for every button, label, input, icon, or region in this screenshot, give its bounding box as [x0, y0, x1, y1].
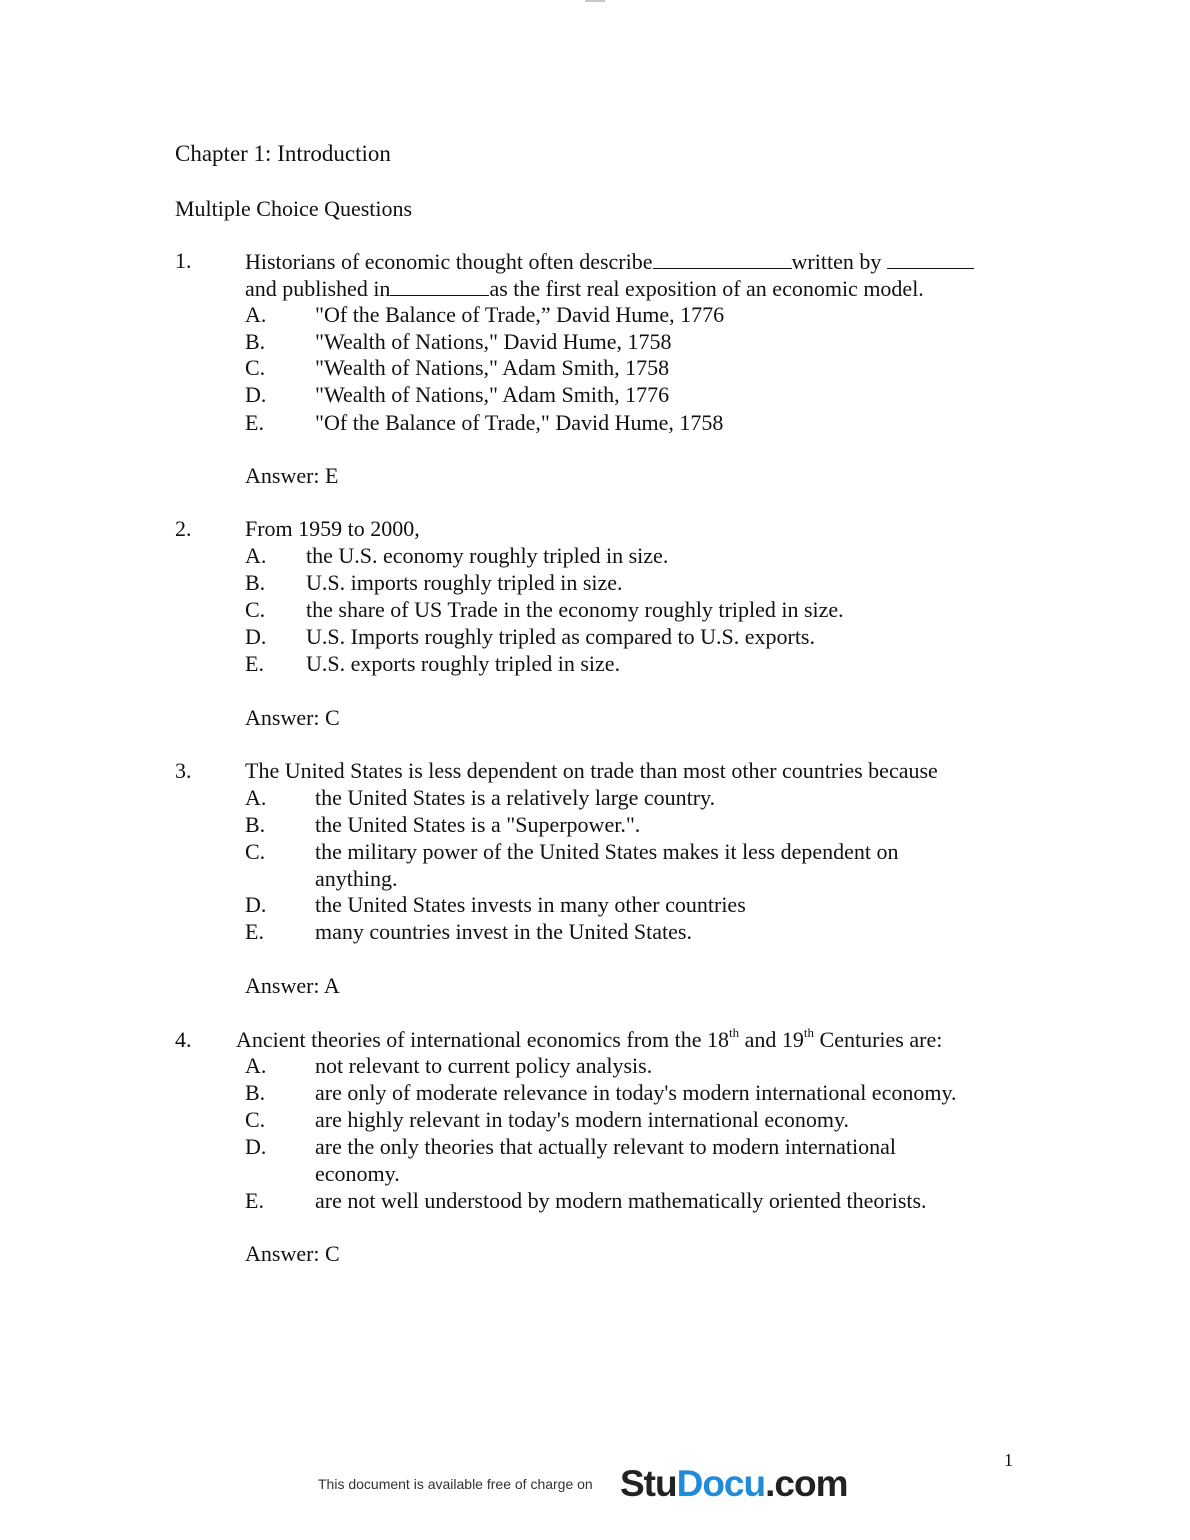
- option-text: are highly relevant in today's modern international economy.: [315, 1107, 850, 1132]
- page-number: 1: [1004, 1450, 1013, 1470]
- ordinal-suffix: th: [729, 1024, 740, 1040]
- option-letter: C.: [245, 597, 266, 622]
- question-stem: From 1959 to 2000,: [245, 516, 420, 541]
- option-text: U.S. imports roughly tripled in size.: [306, 570, 623, 595]
- top-header-mark: [585, 0, 605, 2]
- question-stem: [236, 1024, 943, 1053]
- option-letter: D.: [245, 1134, 267, 1159]
- option-text: the United States is a relatively large country.: [315, 785, 716, 810]
- option-text: are the only theories that actually relevant to modern international: [315, 1134, 896, 1159]
- option-text: the military power of the United States makes it less dependent on: [315, 839, 899, 864]
- option-text: not relevant to current policy analysis.: [315, 1053, 653, 1078]
- stem-text: and 19: [739, 1027, 804, 1052]
- option-letter: E.: [245, 1188, 264, 1213]
- option-text: U.S. Imports roughly tripled as compared to U.S. exports.: [306, 624, 815, 649]
- logo-text-docu: Docu: [676, 1463, 766, 1504]
- ordinal-suffix: th: [803, 1024, 815, 1040]
- logo-text-com: .com: [765, 1463, 848, 1504]
- option-text: are not well understood by modern mathematically oriented theorists.: [315, 1188, 927, 1213]
- question-stem: The United States is less dependent on trade than most other countries because: [245, 758, 938, 783]
- stem-text: Ancient theories of international economics from the 18: [236, 1027, 730, 1052]
- option-text: many countries invest in the United States.: [315, 919, 692, 944]
- option-letter: A.: [245, 543, 267, 568]
- studocu-logo[interactable]: [620, 1462, 847, 1506]
- logo-text-stu: Stu: [620, 1463, 677, 1504]
- chapter-title: Chapter 1: Introduction: [175, 141, 391, 166]
- question-stem-continued: [245, 275, 924, 302]
- answer-text: Answer: A: [245, 973, 340, 998]
- option-letter: B.: [245, 1080, 266, 1105]
- stem-text: Centuries are:: [814, 1027, 943, 1052]
- option-letter: E.: [245, 919, 264, 944]
- option-text: "Wealth of Nations," Adam Smith, 1758: [315, 355, 670, 380]
- option-text: the share of US Trade in the economy roughly tripled in size.: [306, 597, 844, 622]
- question-stem: [245, 248, 974, 275]
- stem-text: Historians of economic thought often describe: [245, 249, 653, 274]
- section-title: Multiple Choice Questions: [175, 196, 413, 221]
- question-number: 3.: [175, 758, 192, 783]
- option-letter: A.: [245, 302, 267, 327]
- option-text: U.S. exports roughly tripled in size.: [306, 651, 621, 676]
- stem-text: and published in: [245, 276, 391, 301]
- option-letter: A.: [245, 1053, 267, 1078]
- option-text: "Wealth of Nations," Adam Smith, 1776: [315, 382, 670, 407]
- answer-text: Answer: C: [245, 705, 340, 730]
- option-text: the U.S. economy roughly tripled in size.: [306, 543, 669, 568]
- option-text: the United States invests in many other countries: [315, 892, 746, 917]
- answer-text: Answer: E: [245, 463, 339, 488]
- question-number: 2.: [175, 516, 192, 541]
- option-letter: C.: [245, 355, 266, 380]
- option-text: "Wealth of Nations," David Hume, 1758: [315, 329, 672, 354]
- option-text: "Of the Balance of Trade,” David Hume, 1776: [315, 302, 725, 327]
- option-letter: E.: [245, 410, 264, 435]
- fill-blank: [390, 275, 489, 296]
- option-letter: D.: [245, 382, 267, 407]
- option-letter: D.: [245, 892, 267, 917]
- option-text: the United States is a "Superpower.".: [315, 812, 641, 837]
- option-letter: C.: [245, 839, 266, 864]
- stem-text: as the first real exposition of an economic model.: [489, 276, 924, 301]
- option-letter: D.: [245, 624, 267, 649]
- option-letter: B.: [245, 812, 266, 837]
- question-number: 1.: [175, 248, 192, 273]
- option-text-continued: economy.: [315, 1161, 400, 1186]
- option-letter: C.: [245, 1107, 266, 1132]
- option-text: "Of the Balance of Trade," David Hume, 1758: [315, 410, 724, 435]
- fill-blank: [653, 248, 792, 269]
- option-text-continued: anything.: [315, 866, 398, 891]
- option-text: are only of moderate relevance in today's modern international economy.: [315, 1080, 957, 1105]
- fill-blank: [887, 248, 974, 269]
- stem-text: written by: [791, 249, 882, 274]
- question-number: 4.: [175, 1027, 192, 1052]
- option-letter: A.: [245, 785, 267, 810]
- option-letter: B.: [245, 570, 266, 595]
- option-letter: E.: [245, 651, 264, 676]
- option-letter: B.: [245, 329, 266, 354]
- footer-text: This document is available free of charge on: [318, 1476, 593, 1492]
- answer-text: Answer: C: [245, 1241, 340, 1266]
